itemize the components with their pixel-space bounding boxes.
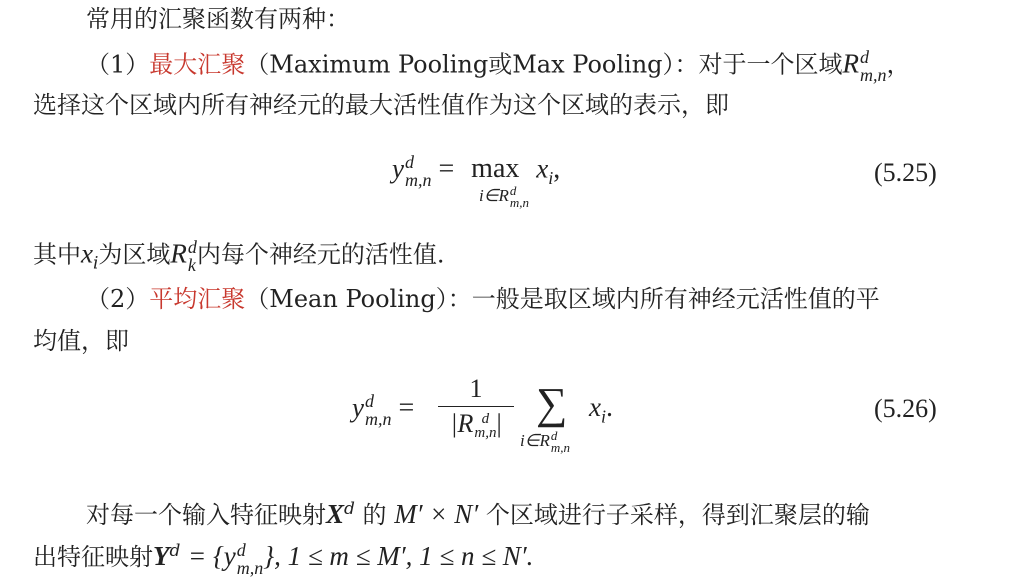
math-var: x [589,392,601,422]
numerator: 1 [438,372,514,407]
sub: k [187,255,196,275]
text: 出特征映射 [33,543,153,571]
equation-5-26-rhs [589,392,613,428]
max-operator: max [471,153,520,185]
term-max-pooling: 最大汇聚 [149,50,246,79]
sub: i [600,406,606,427]
equation-number: (5.26) [874,394,937,423]
item-number: （2） [86,285,150,313]
math-var: R [842,48,860,79]
text: |R [450,409,474,438]
sup: d [344,499,355,519]
sub: m,n [860,65,887,85]
sup: d [481,411,490,428]
text: i∈R [479,185,509,205]
sub: m,n [364,409,392,429]
paragraph-mean-desc: 均值，即 [33,327,129,355]
math-expr: = {y [188,541,236,571]
math-expr: M′ × N′ [394,499,479,529]
text: （Maximum Pooling或Max Pooling）：对于一个区域 [245,50,843,79]
fraction [438,372,514,441]
sub: m,n [404,170,432,190]
math-var: y [352,392,364,423]
sup: d [550,428,558,443]
math-var: x [81,238,93,269]
sub: i [548,168,554,189]
sum-symbol: ∑ [536,379,568,428]
text: 个区域进行子采样，得到汇聚层的输 [485,501,870,529]
paragraph-mean-pooling [86,284,880,314]
max-subscript [479,185,529,209]
paragraph-where [33,238,445,278]
sup: d [860,47,870,67]
paragraph-output [33,536,533,577]
paragraph-max-desc: 选择这个区域内所有神经元的最大活性值作为这个区域的表示，即 [33,91,729,119]
paragraph-max-pooling [86,48,911,84]
sub: m,n [550,440,571,455]
sup: d [509,183,517,198]
math-var: y [392,153,404,184]
punct: , [553,153,561,185]
sub: m,n [236,557,264,578]
sub: m,n [474,425,497,442]
text: 为区域 [98,240,171,269]
sup: d [187,237,197,257]
op: = [398,392,415,424]
equation-5-26-lhs [352,392,414,428]
equation-number: (5.25) [874,158,937,187]
math-var: X [326,499,345,529]
text: 的 [362,501,387,529]
equation-5-25 [392,153,560,189]
text: | [496,409,502,438]
paragraph-subsample [86,494,870,530]
math-var: Y [153,541,170,571]
sup: d [364,391,374,411]
paragraph-intro: 常用的汇聚函数有两种： [86,5,350,33]
text: 对每一个输入特征映射 [86,501,326,529]
op: = [438,153,455,185]
sup: d [169,541,181,561]
math-var: x [536,153,549,184]
sub: m,n [509,195,530,210]
text: i∈R [520,430,550,450]
text: （Mean Pooling）：一般是取区域内所有神经元活性值的平 [245,285,880,313]
item-number: （1） [86,50,150,79]
math-var: R [170,238,187,269]
sum-subscript [520,430,570,454]
sup: d [404,152,414,172]
text: 其中 [33,240,81,269]
sup: d [236,539,246,560]
denominator [438,407,514,441]
text: 内每个神经元的活性值. [196,240,445,269]
math-expr: }, 1 ≤ m ≤ M′, 1 ≤ n ≤ N′. [263,541,534,571]
punct: . [606,392,613,423]
sub: i [92,253,99,274]
text: ， [886,50,911,79]
term-mean-pooling: 平均汇聚 [149,285,246,313]
